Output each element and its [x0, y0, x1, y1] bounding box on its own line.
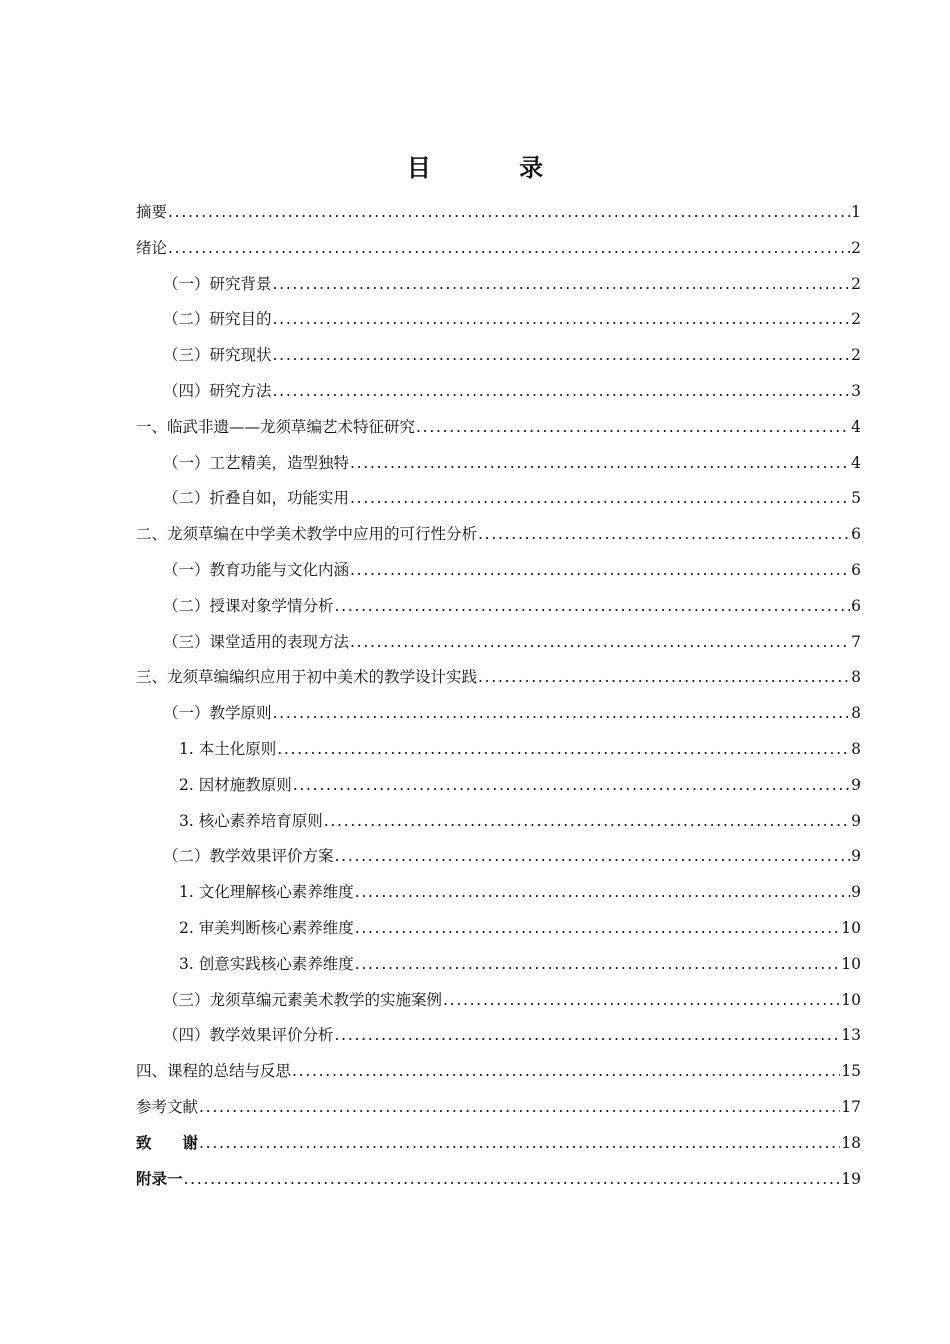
toc-leader-dots — [443, 991, 840, 1009]
toc-entry-title: 一、临武非遗——龙须草编艺术特征研究 — [136, 417, 416, 436]
toc-leader-dots — [355, 883, 850, 901]
toc-entry-title: （四）教学效果评价分析 — [163, 1026, 334, 1045]
toc-entry-page: 4 — [851, 453, 861, 472]
toc-entry[interactable] — [136, 1059, 861, 1095]
toc-entry-page: 19 — [841, 1169, 861, 1188]
toc-entry[interactable] — [136, 630, 861, 666]
toc-leader-dots — [335, 847, 851, 865]
toc-entry-title: 2. 审美判断核心素养维度 — [179, 918, 354, 937]
toc-entry[interactable] — [136, 773, 861, 809]
toc-entry-page: 8 — [851, 739, 861, 758]
toc-entry[interactable] — [136, 809, 861, 845]
toc-leader-dots — [350, 454, 850, 472]
toc-leader-dots — [199, 1134, 840, 1152]
toc-entry-page: 2 — [851, 238, 861, 257]
toc-entry[interactable] — [136, 451, 861, 487]
toc-entry-page: 8 — [851, 668, 861, 687]
page-title: 目 录 — [406, 153, 584, 182]
toc-entry-page: 9 — [851, 847, 861, 866]
toc-entry-page: 2 — [851, 274, 861, 293]
toc-entry-title: （三）研究现状 — [163, 346, 272, 365]
toc-entry-title: （一）工艺精美，造型独特 — [163, 453, 350, 472]
toc-entry[interactable] — [136, 737, 861, 773]
toc-leader-dots — [350, 561, 850, 579]
toc-entry[interactable] — [136, 307, 861, 343]
toc-entry-title: 3. 创意实践核心素养维度 — [179, 954, 354, 973]
toc-entry[interactable] — [136, 236, 861, 272]
toc-entry-page: 9 — [851, 811, 861, 830]
toc-entry[interactable] — [136, 486, 861, 522]
toc-entry-page: 6 — [851, 596, 861, 615]
toc-entry-title: 参考文献 — [136, 1097, 199, 1116]
toc-entry[interactable] — [136, 522, 861, 558]
toc-entry[interactable] — [136, 1095, 861, 1131]
toc-entry-title: 绪论 — [136, 238, 168, 257]
toc-entry-title: 附录一 — [136, 1169, 183, 1188]
toc-entry[interactable] — [136, 1023, 861, 1059]
toc-entry-page: 15 — [841, 1062, 861, 1081]
toc-entry[interactable] — [136, 200, 861, 236]
toc-leader-dots — [324, 812, 850, 830]
toc-entry-title: （二）折叠自如，功能实用 — [163, 489, 350, 508]
toc-entry[interactable] — [136, 916, 861, 952]
toc-entry-page: 2 — [851, 346, 861, 365]
toc-entry-title: 2. 因材施教原则 — [179, 775, 292, 794]
toc-entry-page: 9 — [851, 775, 861, 794]
toc-entry[interactable] — [136, 952, 861, 988]
toc-leader-dots — [335, 1026, 841, 1044]
toc-entry[interactable] — [136, 844, 861, 880]
toc-entry[interactable] — [136, 880, 861, 916]
toc-leader-dots — [478, 668, 850, 686]
toc-entry[interactable] — [136, 594, 861, 630]
toc-entry[interactable] — [136, 415, 861, 451]
toc-leader-dots — [355, 919, 841, 937]
toc-leader-dots — [277, 740, 850, 758]
toc-entry-page: 18 — [841, 1133, 861, 1152]
toc-entry-title: 三、龙须草编编织应用于初中美术的教学设计实践 — [136, 668, 478, 687]
toc-leader-dots — [350, 489, 850, 507]
toc-leader-dots — [350, 633, 850, 651]
toc-entry-page: 6 — [851, 560, 861, 579]
toc-entry-title: （三）课堂适用的表现方法 — [163, 632, 350, 651]
toc-entry-title: 1. 文化理解核心素养维度 — [179, 883, 354, 902]
toc-entry-title: （四）研究方法 — [163, 381, 272, 400]
toc-entry-title: （二）授课对象学情分析 — [163, 596, 334, 615]
toc-leader-dots — [355, 955, 841, 973]
toc-entry-page: 5 — [851, 489, 861, 508]
toc-entry[interactable] — [136, 558, 861, 594]
toc-entry-page: 6 — [851, 525, 861, 544]
toc-leader-dots — [335, 597, 851, 615]
toc-leader-dots — [273, 310, 851, 328]
toc-entry-page: 2 — [851, 310, 861, 329]
toc-entry-title: 摘要 — [136, 203, 168, 221]
toc-entry[interactable] — [136, 665, 861, 701]
toc-leader-dots — [168, 203, 850, 221]
toc-entry-page: 1 — [851, 203, 861, 221]
toc-entry-title: （一）教育功能与文化内涵 — [163, 560, 350, 579]
toc-entry-page: 8 — [851, 704, 861, 723]
toc-entry-title: 四、课程的总结与反思 — [136, 1062, 292, 1081]
toc-leader-dots — [199, 1098, 840, 1116]
toc-leader-dots — [273, 704, 851, 722]
toc-entry-page: 9 — [851, 883, 861, 902]
toc-entry-page: 7 — [851, 632, 861, 651]
toc-entry-page: 10 — [841, 918, 861, 937]
toc-entry-page: 17 — [841, 1097, 861, 1116]
toc-entry-page: 10 — [841, 990, 861, 1009]
toc-entry-page: 13 — [841, 1026, 861, 1045]
toc-leader-dots — [273, 275, 851, 293]
table-of-contents — [136, 200, 861, 1202]
toc-entry[interactable] — [136, 701, 861, 737]
toc-leader-dots — [292, 1062, 840, 1080]
toc-entry-title: （一）研究背景 — [163, 274, 272, 293]
toc-entry-title: 二、龙须草编在中学美术教学中应用的可行性分析 — [136, 525, 478, 544]
toc-leader-dots — [168, 239, 850, 257]
toc-leader-dots — [478, 525, 850, 543]
toc-entry[interactable] — [136, 1167, 861, 1203]
toc-entry-title: （一）教学原则 — [163, 704, 272, 723]
toc-entry-title: （二）研究目的 — [163, 310, 272, 329]
toc-entry-title: 1. 本土化原则 — [179, 739, 277, 758]
toc-leader-dots — [293, 776, 850, 794]
toc-entry-page: 10 — [841, 954, 861, 973]
toc-entry-title: 3. 核心素养培育原则 — [179, 811, 323, 830]
toc-entry-title: 致 谢 — [136, 1133, 199, 1152]
toc-entry[interactable] — [136, 1131, 861, 1167]
toc-leader-dots — [273, 382, 851, 400]
toc-entry-title: （三）龙须草编元素美术教学的实施案例 — [163, 990, 443, 1009]
toc-entry-title: （二）教学效果评价方案 — [163, 847, 334, 866]
toc-entry[interactable] — [136, 988, 861, 1024]
toc-entry[interactable] — [136, 343, 861, 379]
toc-leader-dots — [416, 418, 850, 436]
toc-entry-page: 3 — [851, 381, 861, 400]
toc-entry[interactable] — [136, 379, 861, 415]
toc-entry-page: 4 — [851, 417, 861, 436]
toc-entry[interactable] — [136, 272, 861, 308]
toc-leader-dots — [273, 346, 851, 364]
toc-leader-dots — [184, 1170, 841, 1188]
